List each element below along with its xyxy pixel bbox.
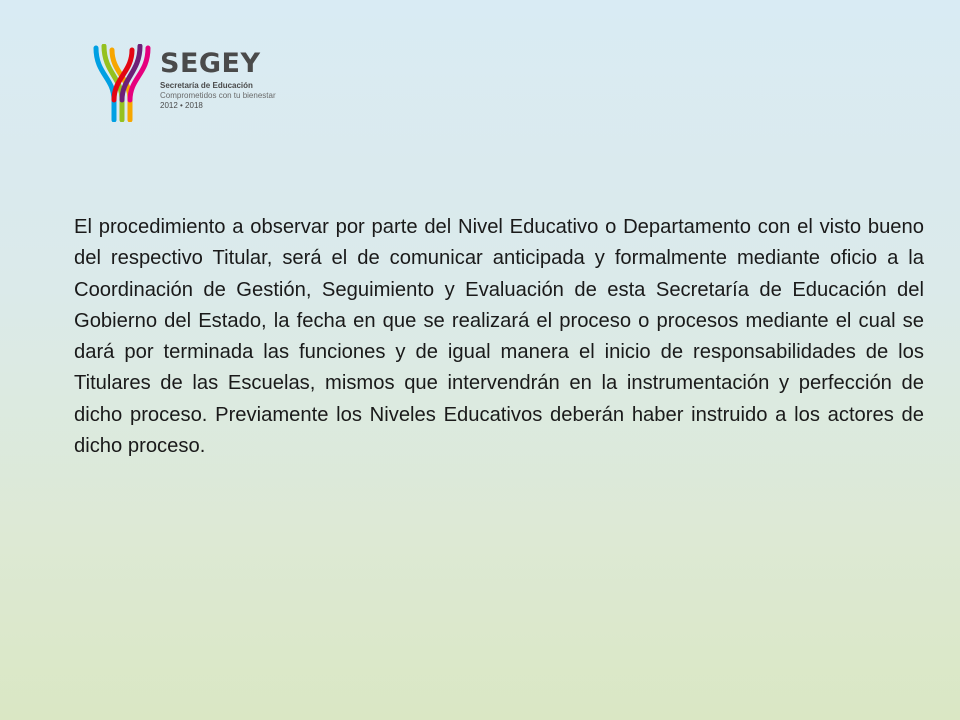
- logo-text: [160, 50, 285, 111]
- logo-tagline: Comprometidos con tu bienestar: [160, 91, 276, 100]
- logo-name: SEGEY: [160, 48, 261, 79]
- logo-subtitle: Secretaría de Educación: [160, 81, 253, 90]
- body-paragraph: El procedimiento a observar por parte del Nivel Educativo o Departamento con el visto bueno del respectivo Titular, será el de comunicar anticipada y formalmente mediante oficio a la Coordinación de Gestión, Seguimiento y Evaluación de esta Secretaría de Educación del Gobierno del Estado, la fecha en que se realizará el proceso o procesos mediante el cual se dará por terminada las funciones y de igual manera el inicio de responsabilidades de los Titulares de las Escuelas, mismos que intervendrán en la instrumentación y perfección de dicho proceso. Previamente los Niveles Educativos deberán haber instruido a los actores de dicho proceso.: [74, 216, 924, 458]
- segey-emblem-icon: [92, 44, 152, 122]
- segey-logo: [92, 44, 282, 124]
- logo-years: 2012 • 2018: [160, 101, 203, 110]
